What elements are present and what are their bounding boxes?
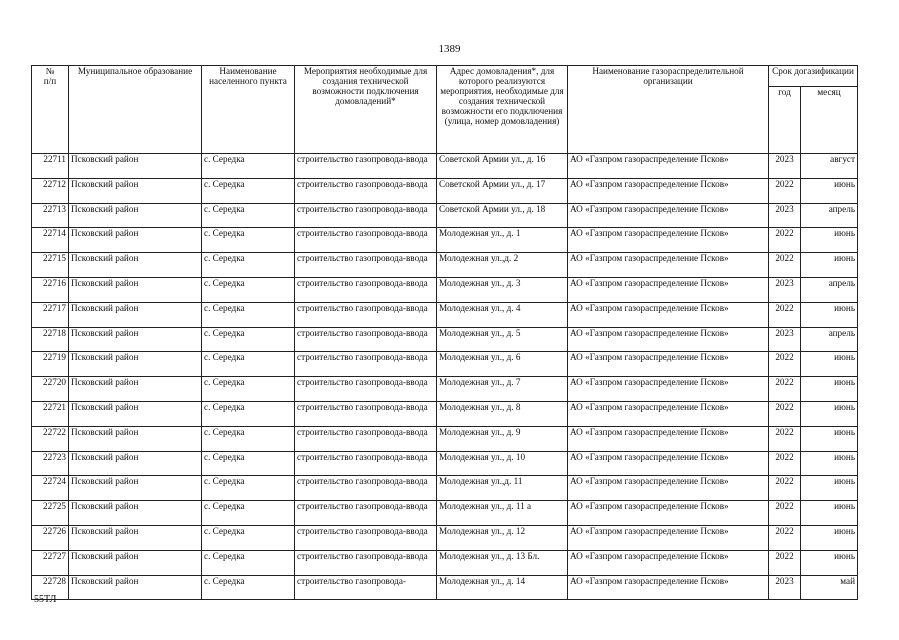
cell-measure: строительство газопровода-ввода <box>295 352 437 377</box>
table-row <box>32 377 858 402</box>
cell-num: 22724 <box>32 476 69 501</box>
cell-address: Молодежная ул., д. 10 <box>437 451 568 476</box>
cell-year: 2022 <box>769 228 801 253</box>
cell-measure: строительство газопровода-ввода <box>295 377 437 402</box>
cell-settlement: с. Середка <box>202 154 295 179</box>
header-term: Срок догазификации <box>769 66 858 87</box>
cell-municipality: Псковский район <box>69 228 202 253</box>
cell-year: 2022 <box>769 476 801 501</box>
cell-month: июнь <box>801 377 858 402</box>
cell-num: 22726 <box>32 525 69 550</box>
cell-year: 2022 <box>769 253 801 278</box>
table-row <box>32 302 858 327</box>
page-number: 1389 <box>438 43 461 55</box>
cell-settlement: с. Середка <box>202 525 295 550</box>
cell-municipality: Псковский район <box>69 525 202 550</box>
cell-year: 2022 <box>769 352 801 377</box>
cell-num: 22721 <box>32 401 69 426</box>
table-row <box>32 228 858 253</box>
cell-num: 22725 <box>32 501 69 526</box>
cell-settlement: с. Середка <box>202 451 295 476</box>
cell-address: Молодежная ул., д. 13 Бл. <box>437 550 568 575</box>
cell-gas-org: АО «Газпром газораспределение Псков» <box>568 352 769 377</box>
cell-municipality: Псковский район <box>69 426 202 451</box>
cell-year: 2022 <box>769 178 801 203</box>
cell-num: 22720 <box>32 377 69 402</box>
cell-measure: строительство газопровода-ввода <box>295 401 437 426</box>
table-row <box>32 476 858 501</box>
cell-num: 22728 <box>32 575 69 600</box>
table-row <box>32 178 858 203</box>
header-month: месяц <box>801 87 858 154</box>
cell-measure: строительство газопровода-ввода <box>295 451 437 476</box>
table-row <box>32 426 858 451</box>
cell-gas-org: АО «Газпром газораспределение Псков» <box>568 525 769 550</box>
cell-municipality: Псковский район <box>69 327 202 352</box>
header-municipality: Муниципальное образование <box>69 66 202 154</box>
cell-year: 2022 <box>769 451 801 476</box>
cell-month: июнь <box>801 476 858 501</box>
cell-month: август <box>801 154 858 179</box>
cell-settlement: с. Середка <box>202 253 295 278</box>
cell-settlement: с. Середка <box>202 426 295 451</box>
cell-gas-org: АО «Газпром газораспределение Псков» <box>568 203 769 228</box>
cell-gas-org: АО «Газпром газораспределение Псков» <box>568 253 769 278</box>
cell-gas-org: АО «Газпром газораспределение Псков» <box>568 426 769 451</box>
cell-settlement: с. Середка <box>202 302 295 327</box>
cell-settlement: с. Середка <box>202 401 295 426</box>
table-row <box>32 253 858 278</box>
cell-year: 2022 <box>769 302 801 327</box>
cell-measure: строительство газопровода-ввода <box>295 203 437 228</box>
cell-year: 2023 <box>769 277 801 302</box>
cell-municipality: Псковский район <box>69 550 202 575</box>
cell-measure: строительство газопровода-ввода <box>295 302 437 327</box>
table-row <box>32 327 858 352</box>
cell-measure: строительство газопровода-ввода <box>295 550 437 575</box>
cell-month: июнь <box>801 302 858 327</box>
cell-address: Молодежная ул., д. 1 <box>437 228 568 253</box>
cell-municipality: Псковский район <box>69 178 202 203</box>
cell-year: 2023 <box>769 327 801 352</box>
cell-month: июнь <box>801 501 858 526</box>
table-row <box>32 154 858 179</box>
cell-measure: строительство газопровода-ввода <box>295 501 437 526</box>
cell-gas-org: АО «Газпром газораспределение Псков» <box>568 575 769 600</box>
cell-year: 2023 <box>769 203 801 228</box>
cell-year: 2022 <box>769 377 801 402</box>
cell-address: Молодежная ул., д. 9 <box>437 426 568 451</box>
cell-municipality: Псковский район <box>69 451 202 476</box>
table-row <box>32 550 858 575</box>
cell-month: июнь <box>801 228 858 253</box>
table-row <box>32 575 858 600</box>
cell-address: Молодежная ул.,д. 11 <box>437 476 568 501</box>
cell-settlement: с. Середка <box>202 575 295 600</box>
cell-municipality: Псковский район <box>69 476 202 501</box>
cell-year: 2022 <box>769 401 801 426</box>
cell-num: 22715 <box>32 253 69 278</box>
cell-municipality: Псковский район <box>69 203 202 228</box>
cell-num: 22717 <box>32 302 69 327</box>
cell-gas-org: АО «Газпром газораспределение Псков» <box>568 154 769 179</box>
table-row <box>32 401 858 426</box>
cell-month: июнь <box>801 352 858 377</box>
cell-month: июнь <box>801 253 858 278</box>
cell-num: 22722 <box>32 426 69 451</box>
cell-measure: строительство газопровода-ввода <box>295 476 437 501</box>
cell-settlement: с. Середка <box>202 178 295 203</box>
cell-municipality: Псковский район <box>69 401 202 426</box>
cell-address: Советской Армии ул., д. 18 <box>437 203 568 228</box>
cell-gas-org: АО «Газпром газораспределение Псков» <box>568 476 769 501</box>
cell-address: Молодежная ул., д. 3 <box>437 277 568 302</box>
cell-address: Молодежная ул., д. 6 <box>437 352 568 377</box>
table-row <box>32 501 858 526</box>
cell-gas-org: АО «Газпром газораспределение Псков» <box>568 327 769 352</box>
cell-settlement: с. Середка <box>202 327 295 352</box>
cell-year: 2022 <box>769 550 801 575</box>
cell-num: 22727 <box>32 550 69 575</box>
table-row <box>32 203 858 228</box>
table-row <box>32 352 858 377</box>
cell-num: 22716 <box>32 277 69 302</box>
cell-gas-org: АО «Газпром газораспределение Псков» <box>568 228 769 253</box>
cell-year: 2022 <box>769 525 801 550</box>
cell-settlement: с. Середка <box>202 277 295 302</box>
header-settlement: Наименование населенного пункта <box>202 66 295 154</box>
footer-code: 55ТЛ <box>34 594 57 605</box>
cell-municipality: Псковский район <box>69 501 202 526</box>
cell-gas-org: АО «Газпром газораспределение Псков» <box>568 501 769 526</box>
cell-measure: строительство газопровода-ввода <box>295 525 437 550</box>
cell-address: Молодежная ул., д. 14 <box>437 575 568 600</box>
cell-address: Молодежная ул., д. 12 <box>437 525 568 550</box>
cell-municipality: Псковский район <box>69 377 202 402</box>
cell-settlement: с. Середка <box>202 352 295 377</box>
cell-address: Молодежная ул., д. 5 <box>437 327 568 352</box>
header-address: Адрес домовладения*, для которого реализуются мероприятия, необходимые для создания технической возможности его подключения (улица, номер домовладения) <box>437 66 568 154</box>
gasification-table <box>31 65 858 600</box>
cell-gas-org: АО «Газпром газораспределение Псков» <box>568 401 769 426</box>
cell-municipality: Псковский район <box>69 302 202 327</box>
cell-month: июнь <box>801 451 858 476</box>
cell-year: 2023 <box>769 154 801 179</box>
cell-month: июнь <box>801 178 858 203</box>
cell-address: Молодежная ул., д. 8 <box>437 401 568 426</box>
header-measures: Мероприятия необходимые для создания технической возможности подключения домовладений* <box>295 66 437 154</box>
cell-num: 22718 <box>32 327 69 352</box>
cell-num: 22713 <box>32 203 69 228</box>
cell-address: Молодежная ул.,д. 2 <box>437 253 568 278</box>
cell-municipality: Псковский район <box>69 154 202 179</box>
cell-month: июнь <box>801 426 858 451</box>
header-gas-org: Наименование газораспределительной организации <box>568 66 769 154</box>
cell-settlement: с. Середка <box>202 203 295 228</box>
cell-num: 22712 <box>32 178 69 203</box>
header-year: год <box>769 87 801 154</box>
cell-municipality: Псковский район <box>69 352 202 377</box>
cell-settlement: с. Середка <box>202 228 295 253</box>
cell-measure: строительство газопровода-ввода <box>295 178 437 203</box>
cell-num: 22711 <box>32 154 69 179</box>
cell-address: Молодежная ул., д. 11 а <box>437 501 568 526</box>
cell-num: 22719 <box>32 352 69 377</box>
cell-settlement: с. Середка <box>202 476 295 501</box>
cell-gas-org: АО «Газпром газораспределение Псков» <box>568 302 769 327</box>
cell-num: 22714 <box>32 228 69 253</box>
cell-measure: строительство газопровода- <box>295 575 437 600</box>
cell-measure: строительство газопровода-ввода <box>295 277 437 302</box>
cell-gas-org: АО «Газпром газораспределение Псков» <box>568 178 769 203</box>
cell-settlement: с. Середка <box>202 550 295 575</box>
cell-address: Советской Армии ул., д. 17 <box>437 178 568 203</box>
cell-gas-org: АО «Газпром газораспределение Псков» <box>568 377 769 402</box>
cell-month: май <box>801 575 858 600</box>
cell-municipality: Псковский район <box>69 277 202 302</box>
cell-settlement: с. Середка <box>202 377 295 402</box>
cell-municipality: Псковский район <box>69 575 202 600</box>
cell-address: Молодежная ул., д. 7 <box>437 377 568 402</box>
table-row <box>32 451 858 476</box>
cell-gas-org: АО «Газпром газораспределение Псков» <box>568 451 769 476</box>
cell-month: апрель <box>801 327 858 352</box>
cell-settlement: с. Середка <box>202 501 295 526</box>
cell-num: 22723 <box>32 451 69 476</box>
cell-gas-org: АО «Газпром газораспределение Псков» <box>568 550 769 575</box>
cell-gas-org: АО «Газпром газораспределение Псков» <box>568 277 769 302</box>
cell-measure: строительство газопровода-ввода <box>295 327 437 352</box>
header-num: № п/п <box>32 66 69 154</box>
cell-address: Молодежная ул., д. 4 <box>437 302 568 327</box>
cell-month: июнь <box>801 401 858 426</box>
cell-month: апрель <box>801 277 858 302</box>
cell-measure: строительство газопровода-ввода <box>295 253 437 278</box>
cell-year: 2022 <box>769 426 801 451</box>
cell-year: 2023 <box>769 575 801 600</box>
table-row <box>32 277 858 302</box>
cell-month: апрель <box>801 203 858 228</box>
cell-year: 2022 <box>769 501 801 526</box>
cell-measure: строительство газопровода-ввода <box>295 228 437 253</box>
cell-measure: строительство газопровода-ввода <box>295 154 437 179</box>
cell-month: июнь <box>801 525 858 550</box>
table-row <box>32 525 858 550</box>
cell-municipality: Псковский район <box>69 253 202 278</box>
cell-month: июнь <box>801 550 858 575</box>
cell-address: Советской Армии ул., д. 16 <box>437 154 568 179</box>
cell-measure: строительство газопровода-ввода <box>295 426 437 451</box>
